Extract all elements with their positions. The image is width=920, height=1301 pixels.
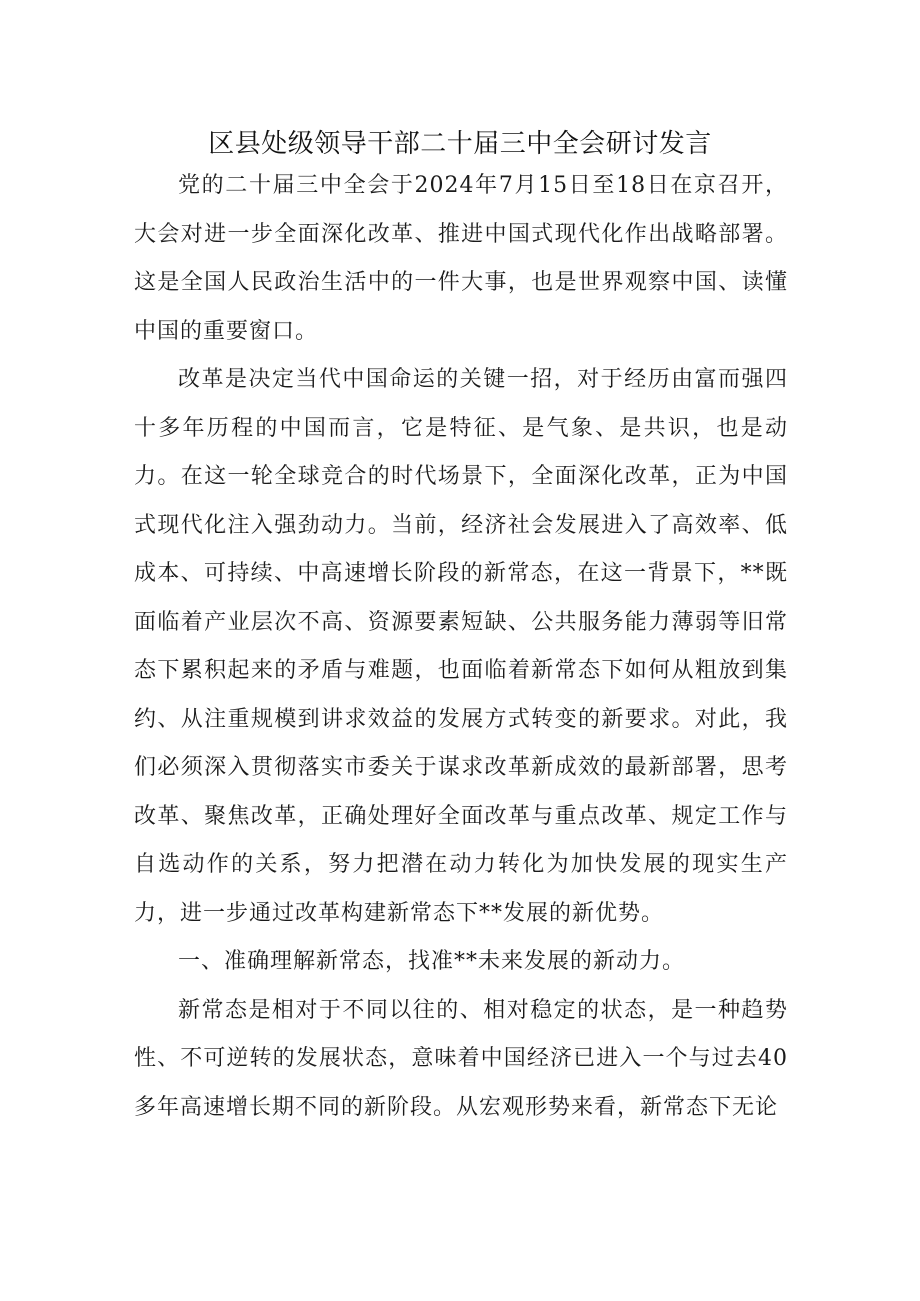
paragraph-reform: 改革是决定当代中国命运的关键一招，对于经历由富而强四十多年历程的中国而言，它是特征、是气象、是共识，也是动力。在这一轮全球竞合的时代场景下，全面深化改革，正为中国式现代化注入强劲动力。当前，经济社会发展进入了高效率、低成本、可持续、中高速增长阶段的新常态，在这一背景下，**既面临着产业层次不高、资源要素短缺、公共服务能力薄弱等旧常态下累积起来的矛盾与难题，也面临着新常态下如何从粗放到集约、从注重规模到讲求效益的发展方式转变的新要求。对此，我们必须深入贯彻落实市委关于谋求改革新成效的最新部署，思考改革、聚焦改革，正确处理好全面改革与重点改革、规定工作与自选动作的关系，努力把潜在动力转化为加快发展的现实生产力，进一步通过改革构建新常态下**发展的新优势。 — [134, 367, 788, 926]
paragraph-intro: 党的二十届三中全会于2024年7月15日至18日在京召开，大会对进一步全面深化改革、推进中国式现代化作出战略部署。这是全国人民政治生活中的一件大事，也是世界观察中国、读懂中国的重要窗口。 — [134, 173, 788, 344]
section-heading-1: 一、准确理解新常态，找准**未来发展的新动力。 — [178, 949, 686, 974]
document-title: 区县处级领导干部二十届三中全会研讨发言 — [208, 129, 712, 159]
document-body — [134, 162, 788, 1132]
paragraph-new-normal: 新常态是相对于不同以往的、相对稳定的状态，是一种趋势性、不可逆转的发展状态，意味着中国经济已进入一个与过去40多年高速增长期不同的新阶段。从宏观形势来看，新常态下无论 — [134, 997, 788, 1120]
